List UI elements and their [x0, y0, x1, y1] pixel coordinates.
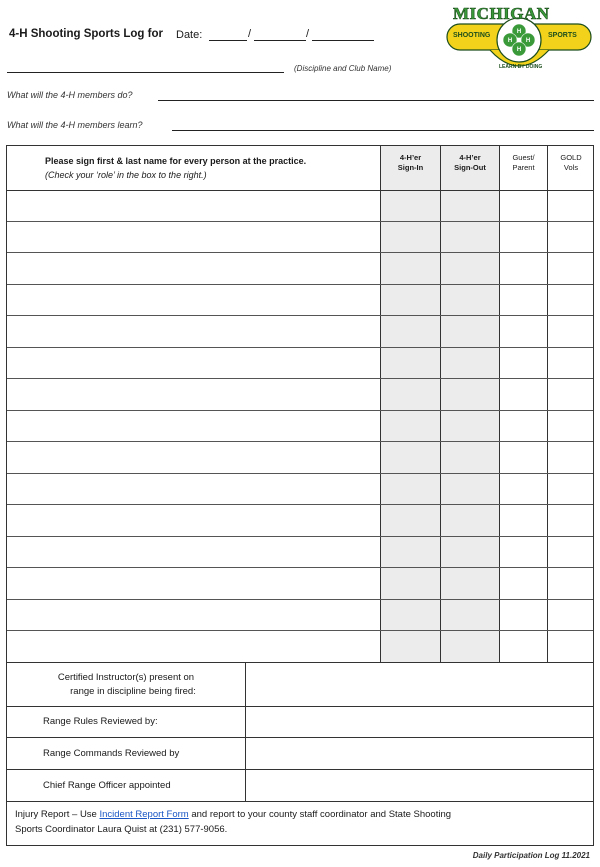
col-gold-line1: GOLD: [560, 153, 582, 162]
col-signin-line2: Sign-In: [397, 163, 424, 172]
discipline-club-field[interactable]: [7, 72, 284, 73]
col-gold-head: [548, 153, 594, 173]
table-row[interactable]: [7, 441, 593, 442]
table-instructions: [7, 146, 380, 190]
col-guest: [499, 146, 547, 662]
col-guest-head: [500, 153, 547, 173]
injury-report: [6, 802, 594, 846]
instructors-line1: Certified Instructor(s) present on: [57, 671, 195, 683]
table-row[interactable]: [7, 284, 593, 285]
instructors-line2: range in discipline being fired:: [70, 685, 196, 697]
col-signout-line1: 4-H’er: [459, 153, 481, 162]
officer-row[interactable]: [7, 770, 593, 802]
question-do-label: What will the 4-H members do?: [7, 90, 133, 100]
table-row[interactable]: [7, 347, 593, 348]
col-signin-line1: 4-H’er: [399, 153, 422, 162]
rules-row[interactable]: [7, 707, 593, 738]
col-gold: [547, 146, 594, 662]
date-separator: /: [306, 28, 310, 40]
col-signin: [380, 146, 440, 662]
logo-left: SHOOTING: [453, 32, 491, 39]
instructors-row[interactable]: [7, 663, 593, 707]
date-separator: /: [248, 28, 252, 40]
injury-line2: Sports Coordinator Laura Quist at (231) 577-9056.: [15, 824, 228, 835]
svg-text:H: H: [507, 38, 513, 44]
instruction-line1: Please sign first & last name for every person at the practice.: [45, 156, 307, 166]
table-row[interactable]: [7, 630, 593, 631]
table-row[interactable]: [7, 473, 593, 474]
question-learn-field[interactable]: [172, 130, 594, 131]
commands-row[interactable]: [7, 738, 593, 770]
col-signout-line2: Sign-Out: [454, 163, 486, 172]
svg-text:H: H: [525, 38, 531, 44]
instruction-line2: (Check your ‘role’ in the box to the right.): [45, 170, 207, 180]
table-row[interactable]: [7, 599, 593, 600]
logo-motto: LEARN BY DOING: [499, 64, 543, 70]
table-row[interactable]: [7, 504, 593, 505]
date-label: Date:: [176, 29, 203, 41]
rules-label: Range Rules Reviewed by:: [7, 707, 246, 737]
michigan-4h-logo: [445, 4, 595, 76]
sign-in-table: [6, 145, 594, 663]
logo-name: MICHIGAN: [453, 4, 550, 23]
instructors-label: [7, 663, 246, 706]
svg-text:H: H: [516, 47, 522, 53]
col-guest-line1: Guest/: [512, 153, 535, 162]
col-signout: [440, 146, 499, 662]
injury-rest: and report to your county staff coordinator and State Shooting: [188, 809, 452, 820]
col-gold-line2: Vols: [563, 163, 579, 172]
range-info-table: [6, 663, 594, 802]
question-learn-label: What will the 4-H members learn?: [7, 120, 143, 130]
footer-version: Daily Participation Log 11.2021: [472, 851, 590, 860]
table-row[interactable]: [7, 221, 593, 222]
table-row[interactable]: [7, 378, 593, 379]
col-guest-line2: Parent: [512, 163, 535, 172]
header-divider: [7, 190, 593, 191]
col-signin-head: [381, 153, 440, 173]
injury-prefix: Injury Report – Use: [15, 809, 100, 820]
table-row[interactable]: [7, 567, 593, 568]
logo-right: SPORTS: [548, 32, 577, 39]
question-do-field[interactable]: [158, 100, 594, 101]
date-day-field[interactable]: [254, 40, 306, 41]
table-row[interactable]: [7, 536, 593, 537]
table-row[interactable]: [7, 315, 593, 316]
table-row[interactable]: [7, 252, 593, 253]
discipline-caption: (Discipline and Club Name): [294, 64, 392, 73]
incident-report-link[interactable]: Incident Report Form: [99, 809, 189, 820]
svg-text:H: H: [516, 29, 522, 35]
table-row[interactable]: [7, 410, 593, 411]
officer-label: Chief Range Officer appointed: [7, 770, 246, 801]
col-signout-head: [441, 153, 499, 173]
date-month-field[interactable]: [209, 40, 247, 41]
date-year-field[interactable]: [312, 40, 374, 41]
form-title: 4-H Shooting Sports Log for: [9, 28, 163, 40]
commands-label: Range Commands Reviewed by: [7, 738, 246, 769]
